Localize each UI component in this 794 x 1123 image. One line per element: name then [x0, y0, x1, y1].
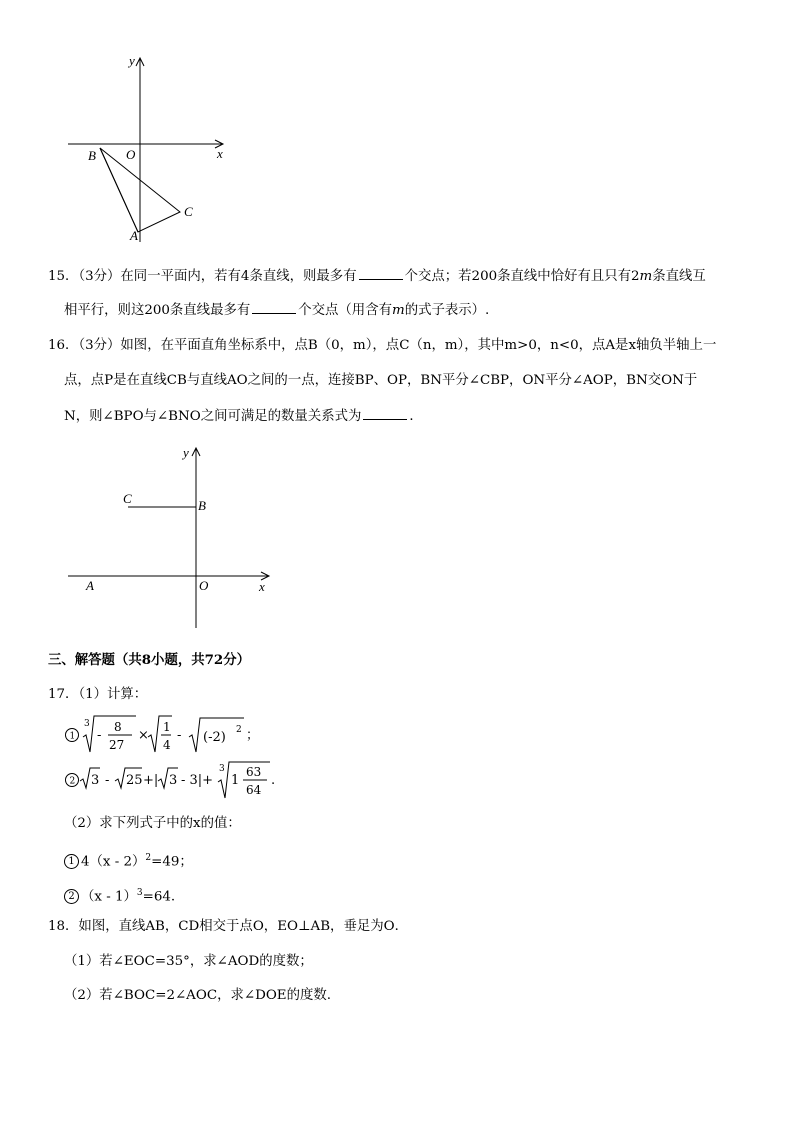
label-origin: O	[199, 578, 209, 593]
svg-text:63: 63	[246, 765, 262, 779]
cube-root-index: 3	[84, 719, 90, 729]
svg-text:2: 2	[236, 725, 242, 735]
q16-line1: 16．（3分）如图，在平面直角坐标系中，点B（0，m），点C（n，m），其中m>0，n<0，点A是x轴负半轴上一	[48, 338, 717, 353]
svg-text:64: 64	[246, 783, 262, 797]
q17-equation-2: 2 （x - 1）$^3$=64.	[64, 883, 175, 907]
circled-number-1: 1	[64, 854, 79, 869]
svg-text:2: 2	[69, 776, 76, 787]
svg-text:-: -	[97, 728, 102, 743]
label-c: C	[123, 491, 132, 506]
svg-text:1: 1	[231, 773, 240, 788]
label-a: A	[130, 228, 138, 243]
q15-blank-2[interactable]	[252, 300, 296, 314]
svg-text:+|: +|	[143, 773, 159, 788]
svg-text:1: 1	[163, 720, 171, 734]
q18-line1: 18．如图，直线AB，CD相交于点O，EO⊥AB，垂足为O．	[48, 919, 408, 934]
circled-number-2: 2	[64, 889, 79, 904]
q17-expression-2	[62, 760, 322, 806]
svg-text:- 3|+: - 3|+	[181, 773, 214, 788]
svg-text:25: 25	[126, 773, 143, 788]
q16-line2: 点，点P是在直线CB与直线AO之间的一点，连接BP、OP，BN平分∠CBP，ON平分∠AOP，BN交ON于	[64, 373, 698, 388]
q15-blank-1[interactable]	[359, 266, 403, 280]
q16-blank[interactable]	[363, 406, 407, 420]
svg-text:8: 8	[114, 720, 122, 734]
svg-text:.: .	[271, 773, 276, 788]
q15-line1: 15．（3分）在同一平面内，若有4条直线，则最多有 个交点；若200条直线中恰好有且只有2m条直线互	[48, 266, 706, 287]
figure-triangle-coordinate	[60, 50, 240, 250]
figure-coordinate-cba	[60, 440, 280, 632]
label-origin: O	[126, 147, 136, 162]
q17-part1: 17．（1）计算：	[48, 687, 148, 702]
label-y: y	[129, 53, 135, 68]
label-b: B	[88, 148, 96, 163]
cube-root-index: 3	[219, 764, 225, 774]
svg-text:×: ×	[138, 728, 149, 743]
label-x: x	[259, 579, 265, 594]
q16-line3: N，则∠BPO与∠BNO之间可满足的数量关系式为 ．	[64, 406, 423, 427]
svg-text:3: 3	[169, 773, 178, 788]
svg-text:1: 1	[69, 731, 76, 742]
svg-text:(-2): (-2)	[203, 730, 226, 745]
label-a: A	[86, 578, 94, 593]
svg-text:4: 4	[163, 738, 171, 752]
q17-expression-1	[62, 712, 302, 758]
svg-text:27: 27	[109, 738, 125, 752]
label-x: x	[217, 146, 223, 161]
q18-line3: （2）若∠BOC=2∠AOC，求∠DOE的度数.	[64, 988, 331, 1003]
svg-text:-: -	[105, 773, 110, 788]
section-heading: 三、解答题（共8小题，共72分）	[48, 652, 251, 668]
q17-equation-1: 1 4（x - 2）$^2$=49；	[64, 848, 193, 872]
q15-line2: 相平行，则这200条直线最多有 个交点（用含有m的式子表示）.	[64, 300, 489, 321]
svg-text:3: 3	[91, 773, 100, 788]
q17-part2: （2）求下列式子中的x的值：	[64, 816, 241, 831]
label-y: y	[183, 445, 189, 460]
label-c: C	[184, 204, 193, 219]
svg-text:-: -	[177, 728, 182, 743]
q18-line2: （1）若∠EOC=35°，求∠AOD的度数；	[64, 954, 313, 969]
svg-text:；: ；	[246, 728, 260, 743]
label-b: B	[198, 498, 206, 513]
